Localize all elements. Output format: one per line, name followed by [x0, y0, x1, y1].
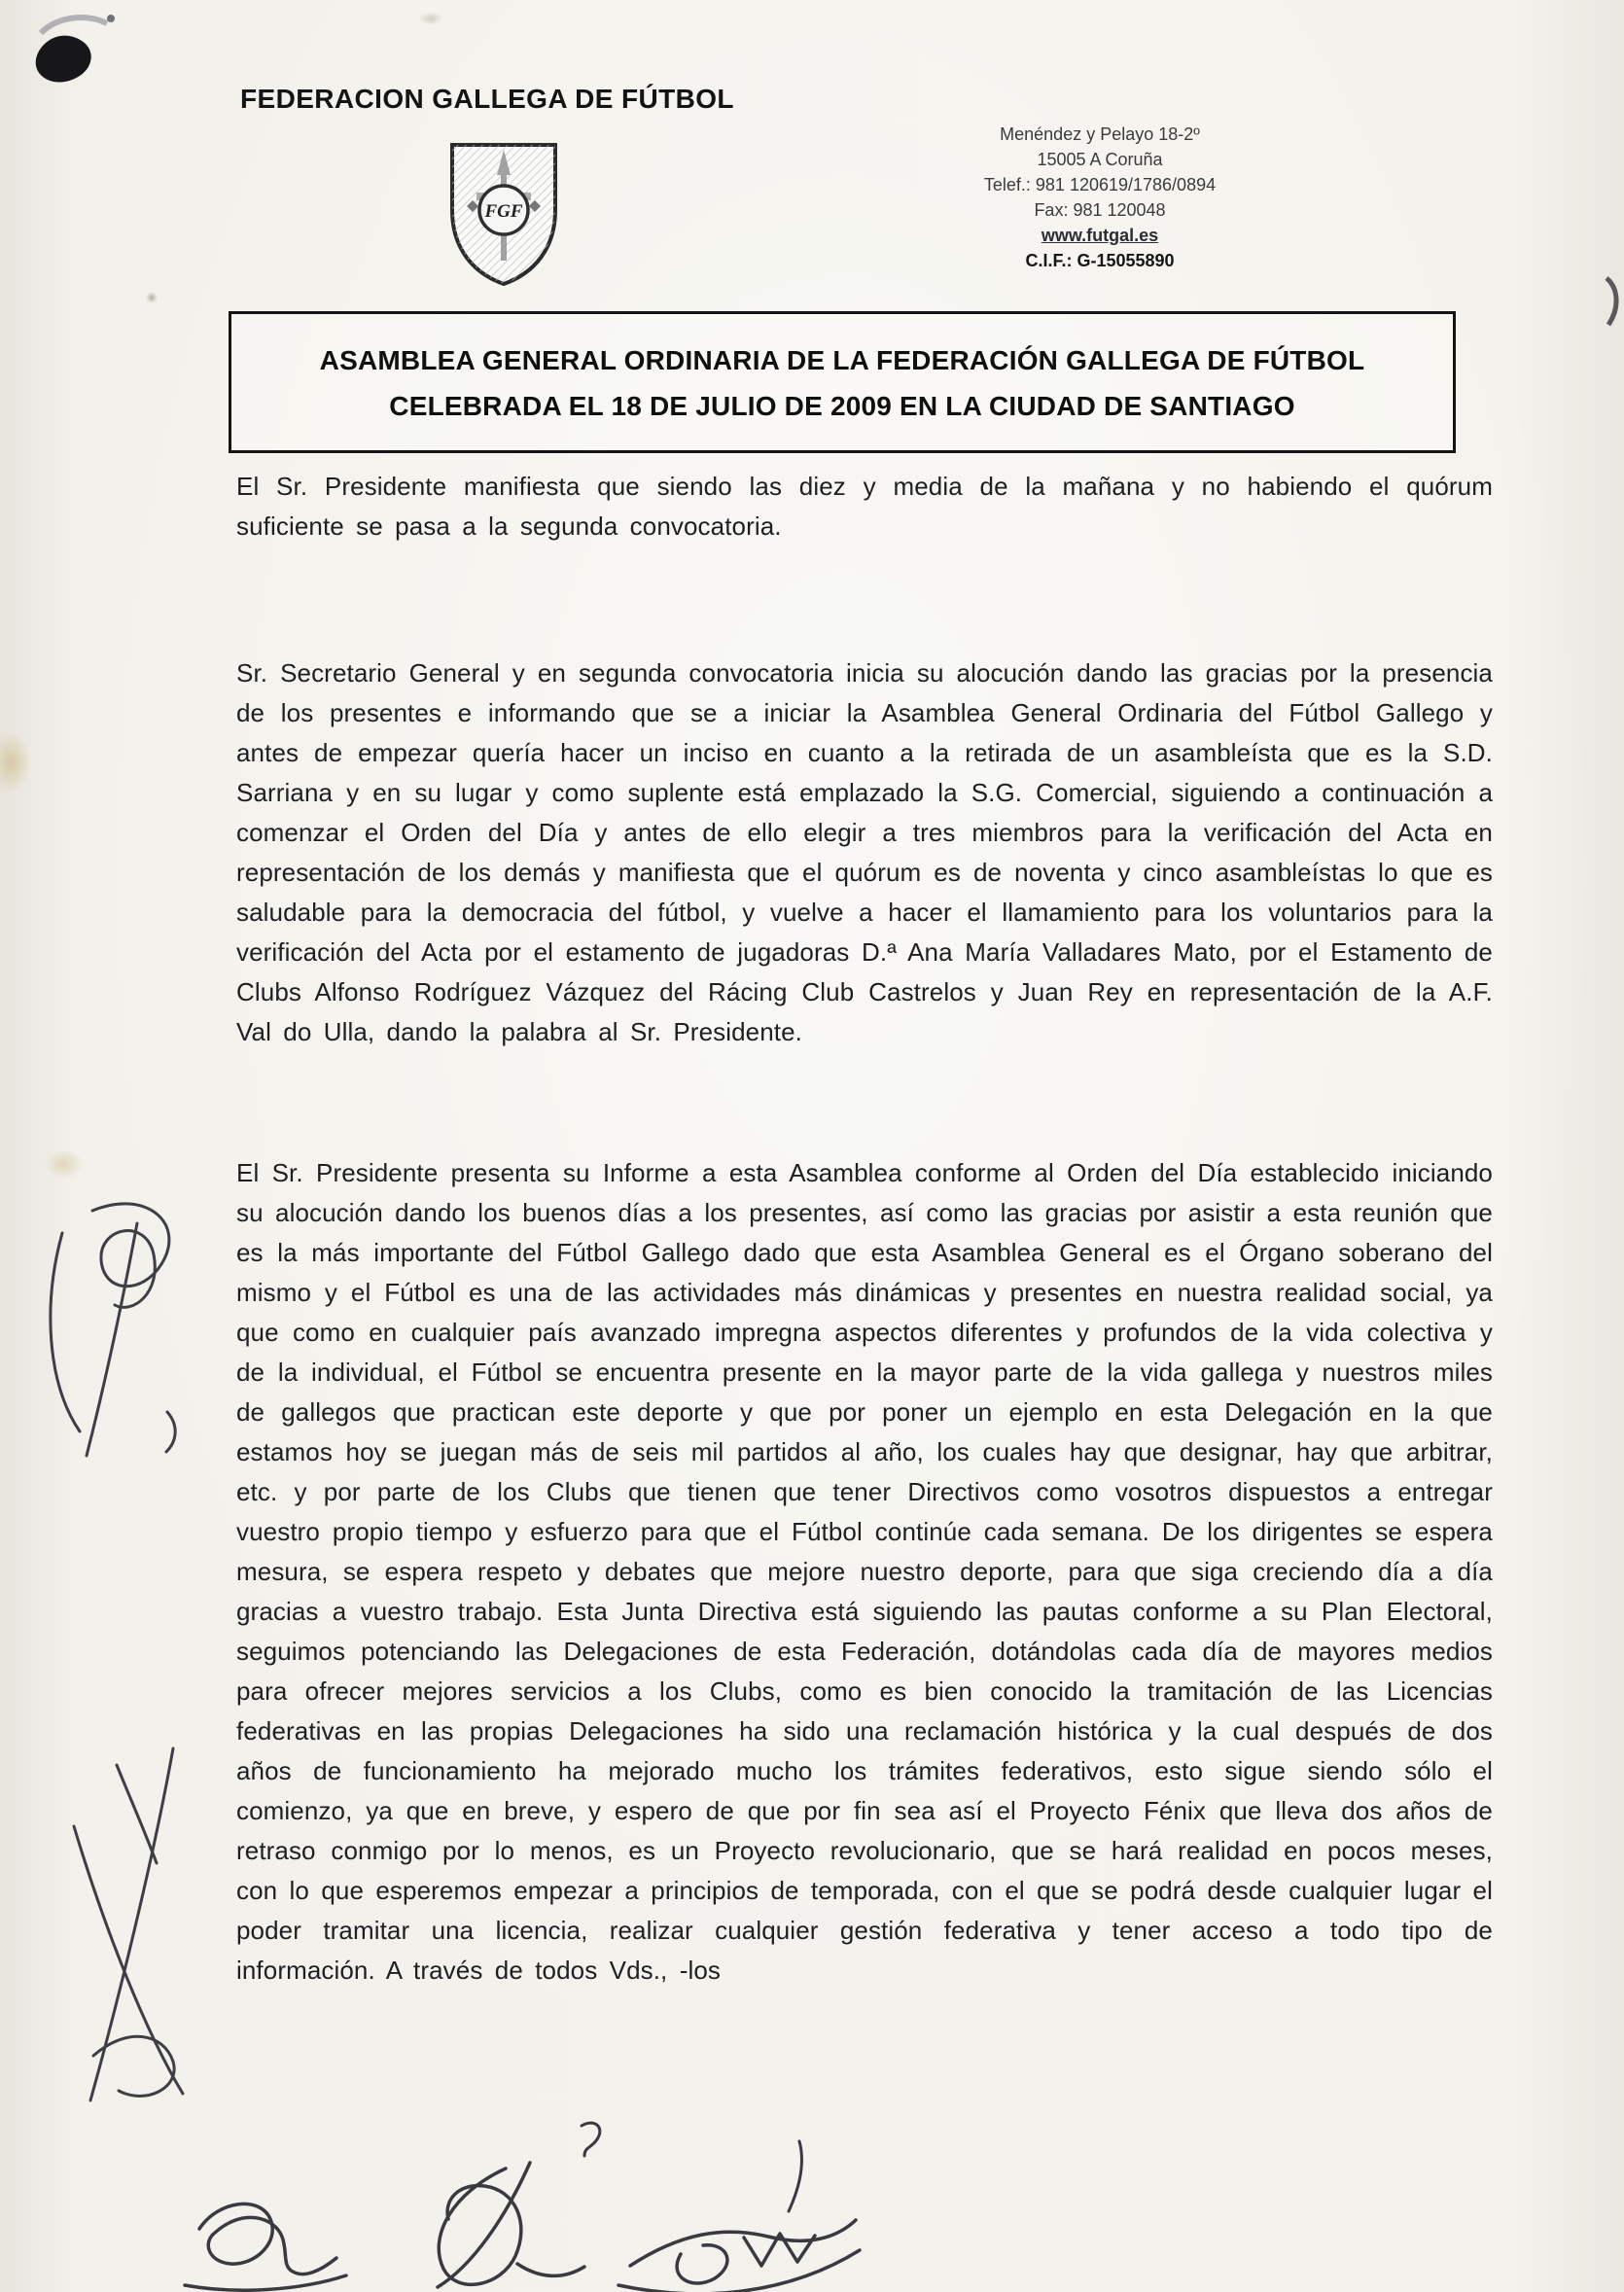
- cif-line: C.I.F.: G-15055890: [1025, 251, 1175, 270]
- logo-monogram: FGF: [484, 201, 523, 222]
- website-text: www.futgal.es: [1041, 226, 1159, 245]
- phone-line: Telef.: 981 120619/1786/0894: [983, 175, 1217, 194]
- ink-smudge: [12, 8, 128, 110]
- paragraph-1: El Sr. Presidente manifiesta que siendo las diez y media de la mañana y no habiendo el quórum suficiente se pasa a la segunda convocatoria.: [236, 472, 1493, 541]
- paper-stain: [45, 1149, 84, 1179]
- title-line-2: CELEBRADA EL 18 DE JULIO DE 2009 EN LA CIUDAD DE SANTIAGO: [389, 391, 1295, 421]
- bottom-signature-1: [185, 2204, 346, 2290]
- bottom-signature-2: [438, 2123, 600, 2287]
- paper-stain: [418, 12, 443, 25]
- document-title-box: [229, 311, 1456, 453]
- paragraph-2: Sr. Secretario General y en segunda convocatoria inicia su alocución dando las gracias por la presencia de los presentes e informando que se a iniciar la Asamblea General Ordinaria del Fútbol Gallego y antes de empezar quería hacer un inciso en cuanto a la retirada de un asambleísta que es la S.D. Sarriana y en su lugar y como suplente está emplazado la S.G. Comercial, siguiendo a continuación a comenzar el Orden del Día y antes de ello elegir a tres miembros para la verificación del Acta en representación de los demás y manifiesta que el quórum es de noventa y cinco asambleístas lo que es saludable para la democracia del fútbol, y vuelve a hacer el llamamiento para los voluntarios para la verificación del Acta por el estamento de jugadoras D.ª Ana María Valladares Mato, por el Estamento de Clubs Alfonso Rodríguez Vázquez del Rácing Club Castrelos y Juan Rey en representación de la A.F. Val do Ulla, dando la palabra al Sr. Presidente.: [236, 658, 1493, 1046]
- paper-stain: [0, 731, 31, 793]
- document-body: [236, 467, 1493, 1991]
- address-line-1: Menéndez y Pelayo 18-2º: [1000, 124, 1200, 144]
- fax-line: Fax: 981 120048: [1034, 200, 1166, 220]
- bottom-signature-3: [618, 2141, 860, 2292]
- organization-name: FEDERACION GALLEGA DE FÚTBOL: [240, 84, 734, 114]
- title-line-1: ASAMBLEA GENERAL ORDINARIA DE LA FEDERACIÓN GALLEGA DE FÚTBOL: [319, 345, 1365, 375]
- paragraph-3: El Sr. Presidente presenta su Informe a esta Asamblea conforme al Orden del Día establecido iniciando su alocución dando los buenos días a los presentes, así como las gracias por asistir a esta reunión que es la más importante del Fútbol Gallego dado que esta Asamblea General es el Órgano soberano del mismo y el Fútbol es una de las actividades más dinámicas y presentes en nuestra realidad social, ya que como en cualquier país avanzado impregna aspectos diferentes y profundos de la vida colectiva y de la individual, el Fútbol se encuentra presente en la mayor parte de la vida gallega y nuestros miles de gallegos que practican este deporte y que por poner un ejemplo en esta Delegación en la que estamos hoy se juegan más de seis mil partidos al año, los cuales hay que designar, hay que arbitrar, etc. y por parte de los Clubs que tienen que tener Directivos como vosotros dispuestos a entregar vuestro propio tiempo y esfuerzo para que el Fútbol continúe cada semana. De los dirigentes se espera mesura, se espera respeto y debates que mejore nuestro deporte, para que siga creciendo día a día gracias a vuestro trabajo. Esta Junta Directiva está siguiendo las pautas conforme a su Plan Electoral, seguimos potenciando las Delegaciones de esta Federación, dotándolas cada día de mayores medios para ofrecer mejores servicios a los Clubs, como es bien conocido la tramitación de las Licencias federativas en las propias Delegaciones ha sido una reclamación histórica y la cual después de dos años de funcionamiento ha mejorado mucho los trámites federativos, esto sigue siendo sólo el comienzo, ya que en breve, y espero de que por fin sea así el Proyecto Fénix que lleva dos años de retraso conmigo por lo menos, es un Proyecto revolucionario, que se hará realidad en pocos meses, con lo que esperemos empezar a principios de temporada, con el que se podrá desde cualquier lugar el poder tramitar una licencia, realizar cualquier gestión federativa y tener acceso a todo tipo de información. A través de todos Vds., -los: [236, 1158, 1493, 1985]
- page-corner-mark: [1597, 272, 1622, 331]
- address-line-2: 15005 A Coruña: [1037, 150, 1163, 169]
- contact-block: [919, 122, 1281, 273]
- margin-signature-1: [51, 1204, 175, 1456]
- margin-signature-2: [74, 1748, 183, 2100]
- federation-shield-logo: [440, 138, 568, 290]
- paper-stain: [146, 292, 158, 303]
